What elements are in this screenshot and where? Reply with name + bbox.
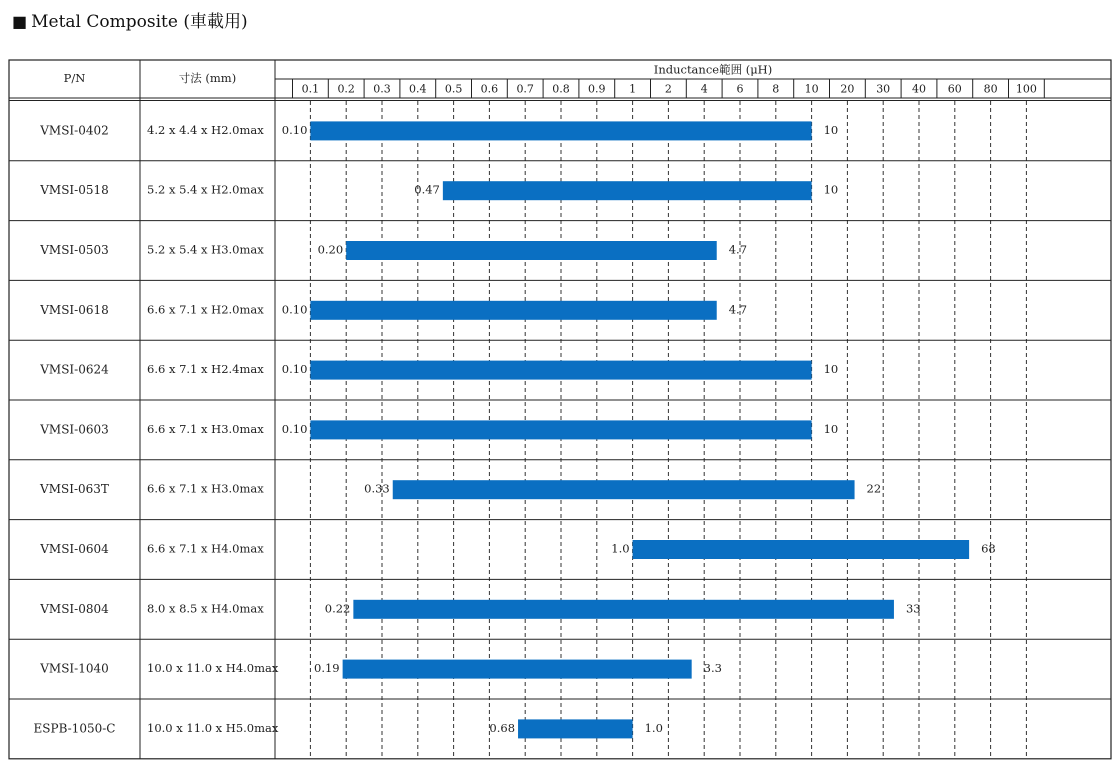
range-max-label: 10 [823, 182, 839, 197]
dimension-value: 6.6 x 7.1 x H4.0max [147, 541, 264, 556]
dimension-value: 4.2 x 4.4 x H2.0max [147, 122, 264, 137]
range-bar [310, 301, 716, 320]
range-max-label: 22 [866, 481, 882, 496]
x-tick-label: 10 [804, 82, 819, 96]
frame-layer [9, 60, 1111, 759]
x-tick-label: 8 [772, 82, 780, 96]
part-number: VMSI-0518 [40, 183, 109, 198]
x-tick-label: 2 [664, 82, 672, 96]
part-number: VMSI-0402 [40, 123, 109, 138]
range-min-label: 0.19 [314, 661, 340, 676]
range-max-label: 10 [823, 421, 839, 436]
x-tick-label: 100 [1015, 82, 1037, 96]
range-min-label: 0.10 [281, 421, 308, 436]
range-max-label: 10 [823, 362, 839, 377]
range-max-label: 68 [981, 541, 996, 556]
x-tick-label: 0.3 [373, 82, 391, 96]
range-max-label: 4.7 [728, 242, 748, 257]
range-min-label: 1.0 [611, 541, 630, 556]
dimension-column-header: 寸法 (mm) [178, 71, 237, 85]
dimension-value: 6.6 x 7.1 x H2.0max [147, 302, 264, 317]
square-bullet-icon: ■ [12, 12, 28, 31]
part-number: ESPB-1050-C [33, 721, 116, 736]
range-max-label: 3.3 [703, 661, 722, 676]
x-tick-label: 4 [700, 82, 708, 96]
range-min-label: 0.33 [364, 481, 390, 496]
x-tick-label: 60 [947, 82, 962, 96]
table-border [9, 60, 1111, 759]
x-tick-label: 0.6 [480, 82, 499, 96]
part-number: VMSI-0603 [40, 422, 109, 437]
x-tick-label: 30 [876, 82, 891, 96]
dimension-value: 10.0 x 11.0 x H5.0max [147, 720, 279, 735]
x-tick-label: 1 [629, 82, 637, 96]
x-tick-label: 80 [983, 82, 998, 96]
range-min-label: 0.10 [281, 302, 308, 317]
pn-column-header: P/N [63, 71, 86, 85]
x-tick-label: 0.1 [301, 82, 320, 96]
range-bar [443, 181, 812, 200]
page-title-text: Metal Composite (車載用) [31, 12, 248, 32]
bars-layer [310, 121, 969, 738]
x-tick-label: 0.7 [516, 82, 534, 96]
part-number: VMSI-0624 [40, 362, 109, 377]
x-tick-label: 0.8 [552, 82, 570, 96]
range-bar [343, 660, 692, 679]
dimension-value: 5.2 x 5.4 x H2.0max [147, 182, 264, 197]
inductance-header: Inductance範囲 (μH) [653, 62, 773, 77]
range-min-label: 0.10 [281, 362, 308, 377]
range-bar [633, 540, 970, 559]
dimension-value: 8.0 x 8.5 x H4.0max [147, 601, 264, 616]
part-number: VMSI-0804 [40, 601, 109, 616]
range-min-label: 0.22 [324, 601, 351, 616]
part-number: VMSI-0604 [40, 542, 109, 556]
dimension-value: 10.0 x 11.0 x H4.0max [147, 661, 279, 676]
x-tick-label: 0.5 [444, 82, 463, 96]
range-bar [310, 361, 811, 380]
range-max-label: 10 [823, 122, 839, 137]
range-min-label: 0.68 [489, 720, 516, 735]
range-max-label: 33 [905, 601, 921, 616]
text-layer [34, 63, 1037, 736]
part-number: VMSI-0618 [40, 302, 109, 317]
x-tick-label: 0.4 [409, 82, 427, 96]
dimension-value: 6.6 x 7.1 x H3.0max [147, 481, 264, 496]
range-min-label: 0.20 [317, 242, 344, 257]
x-tick-label: 20 [840, 82, 855, 96]
range-bar [310, 420, 811, 439]
x-tick-label: 6 [736, 82, 744, 96]
x-tick-label: 0.2 [337, 82, 355, 96]
range-bar [518, 719, 633, 738]
range-max-label: 4.7 [728, 302, 748, 317]
part-number: VMSI-063T [40, 482, 109, 497]
range-max-label: 1.0 [644, 720, 663, 735]
range-bar [393, 480, 855, 499]
range-min-label: 0.47 [414, 182, 440, 197]
x-tick-label: 0.9 [588, 82, 606, 96]
range-bar [346, 241, 717, 260]
dimension-value: 6.6 x 7.1 x H2.4max [147, 362, 264, 377]
range-bar [310, 121, 811, 140]
part-number: VMSI-0503 [40, 243, 109, 257]
x-tick-label: 40 [912, 82, 926, 96]
part-number: VMSI-1040 [40, 661, 109, 676]
dimension-value: 6.6 x 7.1 x H3.0max [147, 421, 264, 436]
range-bar [353, 600, 894, 619]
dimension-value: 5.2 x 5.4 x H3.0max [147, 242, 264, 257]
range-min-label: 0.10 [281, 122, 308, 137]
